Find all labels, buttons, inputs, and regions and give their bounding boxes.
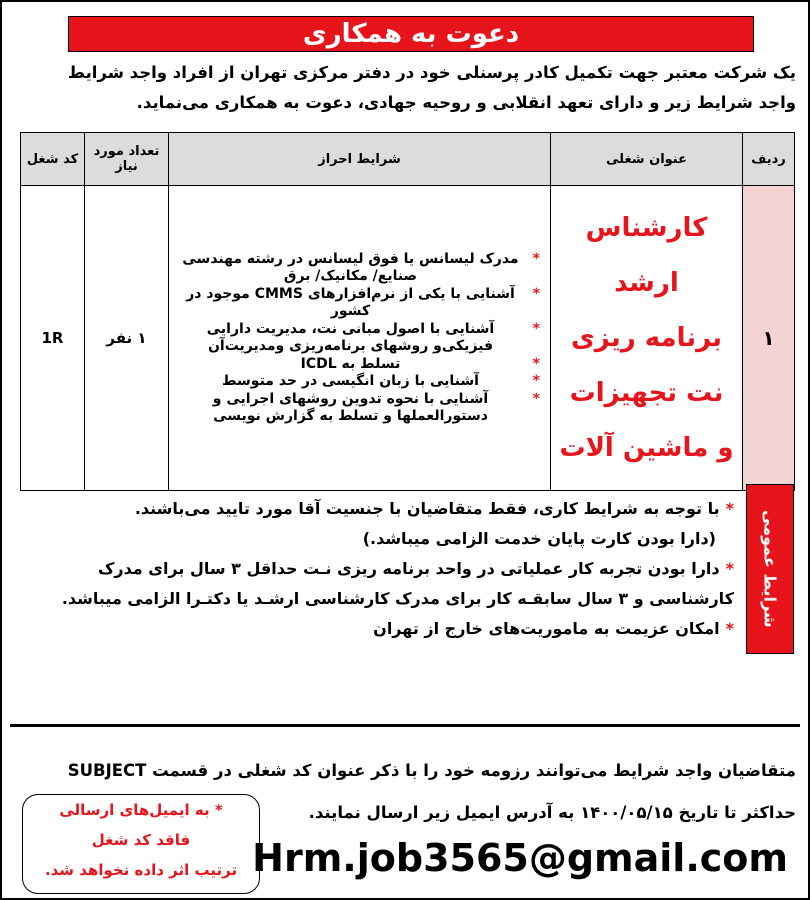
section-divider bbox=[10, 724, 800, 727]
intro-line-2: واجد شرایط زیر و دارای تعهد انقلابی و روحیه جهادی، دعوت به همکاری می‌نماید. bbox=[136, 93, 796, 112]
title-banner bbox=[68, 16, 754, 52]
jobs-table bbox=[20, 132, 795, 491]
header-count: تعداد مورد نیاز bbox=[85, 133, 169, 186]
table-row bbox=[21, 186, 795, 491]
apply-line-2: حداکثر تا تاریخ ۱۴۰۰/۰۵/۱۵ به آدرس ایمیل زیر ارسال نمایند. bbox=[308, 803, 796, 822]
job-title-line: نت تجهیزات bbox=[569, 377, 724, 408]
notice-line-2: فاقد کد شغل bbox=[91, 831, 191, 849]
intro-line-1: یک شرکت معتبر جهت تکمیل کادر پرسنلی خود در دفتر مرکزی تهران از افراد واجد شرایط bbox=[67, 63, 796, 82]
asterisk-icon: * bbox=[725, 499, 734, 518]
notice-box bbox=[22, 794, 260, 894]
header-row-number: ردیف bbox=[743, 133, 795, 186]
table-header-row bbox=[21, 133, 795, 186]
requirement-item: * آشنایی با یکی از نرم‌افزارهای CMMS موجود در کشور bbox=[175, 286, 540, 321]
requirement-item: * آشنایی با نحوه تدوین روشهای اجرایی و دستورالعملها و تسلط به گزارش نویسی bbox=[175, 391, 540, 426]
requirement-item: * آشنایی با اصول مبانی نت، مدیریت دارایی فیزیکی‌و روشهای برنامه‌ریزی ومدیریت‌آن bbox=[175, 321, 540, 356]
apply-line-1: متقاضیان واجد شرایط می‌توانند رزومه خود را با ذکر عنوان کد شغلی در قسمت SUBJECT bbox=[67, 761, 796, 780]
header-job-code: کد شغل bbox=[21, 133, 85, 186]
general-conditions-label-text: شرایط عمومی bbox=[760, 510, 780, 628]
requirement-item: * تسلط به ICDL bbox=[175, 356, 540, 374]
general-item-note: (دارا بودن کارت پایان خدمت الزامی میباشد.) bbox=[362, 529, 716, 548]
required-count: ۱ نفر bbox=[85, 186, 169, 491]
intro-text bbox=[10, 58, 796, 118]
contact-email[interactable]: Hrm.job3565@gmail.com bbox=[252, 836, 788, 880]
requirements-cell bbox=[169, 186, 551, 491]
general-item: *با توجه به شرایط کاری، فقط متقاضیان با جنسیت آقا مورد تایید می‌باشند. bbox=[134, 499, 734, 518]
general-conditions-list bbox=[20, 494, 734, 644]
job-title-line: برنامه ریزی bbox=[570, 322, 723, 353]
notice-line-3: ترتیب اثر داده نخواهد شد. bbox=[44, 861, 238, 879]
job-title-line: و ماشین آلات bbox=[559, 432, 734, 463]
requirement-item: * مدرک لیسانس یا فوق لیسانس در رشته مهندسی صنایع/ مکانیک/ برق bbox=[175, 251, 540, 286]
job-code: 1R bbox=[21, 186, 85, 491]
requirement-item: * آشنایی با زبان انگیسی در حد متوسط bbox=[175, 373, 540, 391]
general-item: *دارا بودن تجربه کار عملیاتی در واحد برنامه ریزی نـت حداقل ۳ سال برای مدرک کارشناسی و ۳ سال سابقـه کار برای مدرک کارشناسی ارشـد یا دکتـرا الزامی میباشد. bbox=[61, 559, 734, 608]
requirements-list bbox=[175, 251, 540, 426]
job-title bbox=[551, 186, 743, 491]
header-requirements: شرایط احراز bbox=[169, 133, 551, 186]
job-title-line: کارشناس ارشد bbox=[585, 212, 708, 298]
general-conditions bbox=[20, 484, 794, 714]
general-item: *امکان عزیمت به ماموریت‌های خارج از تهران bbox=[373, 619, 734, 638]
row-number: ۱ bbox=[743, 186, 795, 491]
header-job-title: عنوان شغلی bbox=[551, 133, 743, 186]
asterisk-icon: * bbox=[725, 559, 734, 578]
notice-line-1: * به ایمیل‌های ارسالی bbox=[59, 801, 223, 819]
general-conditions-label bbox=[746, 484, 794, 654]
asterisk-icon: * bbox=[725, 619, 734, 638]
page-title: دعوت به همکاری bbox=[302, 19, 520, 49]
